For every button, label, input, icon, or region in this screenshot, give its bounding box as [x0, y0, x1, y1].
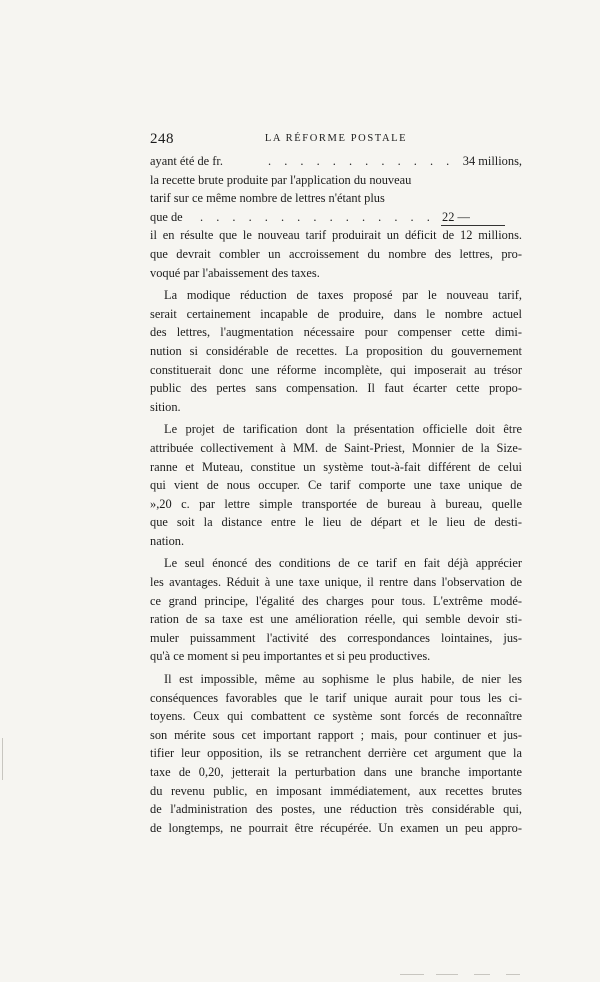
text-line: tifier leur opposition, ils se retranchent derrière cet argument que la [150, 746, 522, 761]
text-line: que soit la distance entre le lieu de départ et le lieu de desti- [150, 515, 522, 530]
leader-dots: . . . . . . . . . . . . [268, 154, 455, 168]
text-line: des lettres, l'augmentation nécessaire pour compenser cette dimi- [150, 325, 522, 340]
text-line: ration de sa taxe est une amélioration réelle, qui semble devoir sti- [150, 612, 522, 627]
page-header [150, 131, 522, 149]
paragraph-1 [150, 226, 522, 282]
text-line: La modique réduction de taxes proposé par le nouveau tarif, [164, 288, 522, 303]
paragraph-3 [150, 420, 522, 550]
text-line: son mérite sous cet important rapport ; mais, pour continuer et jus- [150, 727, 522, 742]
text-line: nation. [150, 533, 185, 548]
running-title: LA RÉFORME POSTALE [264, 133, 408, 144]
text-line: toyens. Ceux qui combattent ce système sont forcés de reconnaître [150, 709, 522, 724]
text-line: ce grand principe, l'égalité des charges pour tous. L'extrême modé- [150, 593, 522, 608]
leader-dots: . . . . . . . . . . . . . . . [200, 209, 435, 224]
text-line: muler puissamment l'activité des correspondances lointaines, jus- [150, 630, 522, 645]
text-line: de longtemps, ne pourrait être récupérée. Un examen un peu appro- [150, 820, 522, 835]
scan-edge-mark [2, 738, 3, 780]
text-line: voqué par l'abaissement des taxes. [150, 265, 320, 280]
text-line: il en résulte que le nouveau tarif produirait un déficit de 12 millions. [150, 228, 522, 243]
table-row: tarif sur ce même nombre de lettres n'étant plus [150, 191, 385, 206]
text-line: les avantages. Réduit à une taxe unique, il rentre dans l'observation de [150, 575, 522, 590]
text-line: Le seul énoncé des conditions de ce tarif en fait déjà apprécier [164, 556, 522, 571]
paragraph-4 [150, 554, 522, 666]
page-number: 248 [150, 131, 174, 147]
text-line: serait certainement incapable de produire, dans le nombre actuel [150, 306, 522, 321]
table-row: la recette brute produite par l'application du nouveau [150, 172, 412, 187]
text-line: nution si considérable de recettes. La proposition du gouvernement [150, 343, 522, 358]
text-line: sition. [150, 399, 181, 414]
text-line: constituerait donc une réforme incomplète, qui imposerait au trésor [150, 362, 522, 377]
page-body [150, 152, 522, 837]
text-line: conséquences favorables que le tarif unique aurait pour tous les ci- [150, 690, 522, 705]
row-value: 22 — [442, 209, 470, 224]
text-line: Le projet de tarification dont la présentation officielle doit être [164, 422, 522, 437]
text-line: qui vient de nous occuper. Ce tarif comporte une taxe unique de [150, 478, 522, 493]
paragraph-5 [150, 670, 522, 837]
text-line: »,20 c. par lettre simple transportée de bureau à bureau, quelle [150, 496, 522, 511]
text-line: de l'administration des postes, une réduction très considérable qui, [150, 802, 522, 817]
row-label: ayant été de fr. [150, 154, 223, 168]
scan-edge-mark [400, 974, 424, 975]
row-value: 34 millions, [462, 154, 522, 168]
text-line: Il est impossible, même au sophisme le plus habile, de nier les [164, 672, 522, 687]
text-line: attribuée collectivement à MM. de Saint-Priest, Monnier de la Size- [150, 440, 522, 455]
scan-edge-mark [474, 974, 490, 975]
paragraph-2 [150, 286, 522, 416]
text-line: qu'à ce moment si peu importantes et si peu productives. [150, 649, 431, 664]
scan-edge-mark [436, 974, 458, 975]
text-line: que devrait combler un accroissement du nombre des lettres, pro- [150, 246, 522, 261]
text-line: du revenu public, en imposant immédiatement, aux recettes brutes [150, 783, 522, 798]
row-label: que de [150, 209, 183, 224]
table-row [150, 152, 522, 171]
text-line: taxe de 0,20, jetterait la perturbation dans une branche importante [150, 765, 522, 779]
scan-edge-mark [506, 974, 520, 975]
text-line: ranne et Muteau, constitue un système tout-à-fait différent de celui [150, 459, 522, 474]
sum-rule [441, 225, 505, 226]
text-line: public des pertes sans compensation. Il faut écarter cette propo- [150, 381, 522, 396]
table-row [150, 208, 522, 227]
